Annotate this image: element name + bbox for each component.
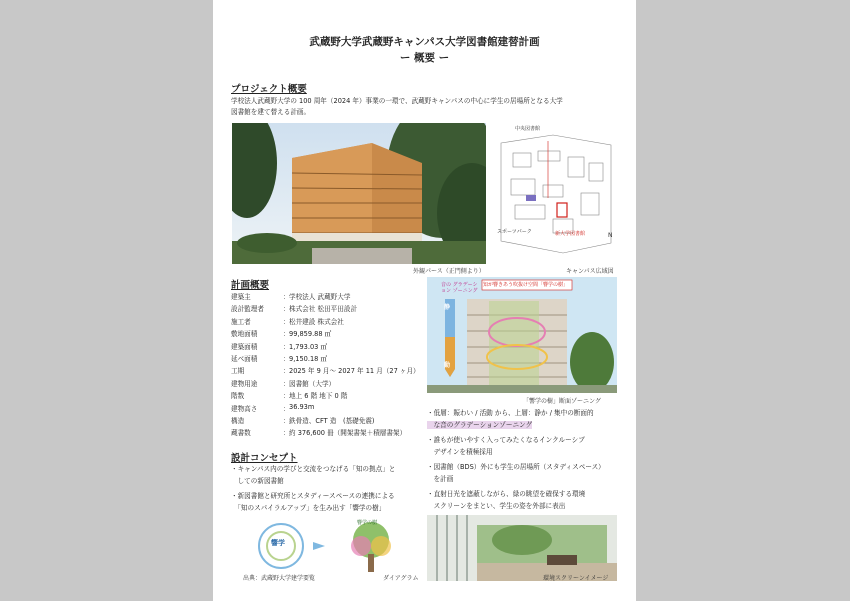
overview-heading: プロジェクト概要 bbox=[231, 84, 307, 95]
concept-bullet-1a bbox=[231, 463, 395, 475]
plan-row-key: 延べ面積 bbox=[231, 355, 258, 363]
plan-row-colon: ： bbox=[283, 404, 290, 413]
section-quiet-label: 静 bbox=[444, 304, 451, 311]
campus-map bbox=[493, 123, 617, 263]
map-label-central-library: 中央図書館 bbox=[515, 126, 541, 132]
diagram-caption: ダイアグラム bbox=[383, 575, 419, 582]
section-zoning-image bbox=[427, 277, 617, 393]
plan-row-key: 建物用途 bbox=[231, 379, 258, 388]
concept-bullet-2a: ・新図書館と研究所とスタディースペースの連携による bbox=[231, 492, 395, 500]
plan-row-colon: ： bbox=[283, 355, 290, 363]
plan-row bbox=[231, 316, 421, 326]
plan-row-value: 約 376,600 冊（開架書架＋積層書架） bbox=[289, 429, 407, 438]
environment-screen-image bbox=[427, 515, 617, 581]
plan-row bbox=[231, 403, 421, 413]
plan-row-key: 工期 bbox=[231, 367, 245, 376]
exterior-perspective-image bbox=[232, 123, 486, 264]
section-caption: 「響学の樹」断面ゾーニング bbox=[523, 398, 601, 405]
plan-row-value: 2025 年 9 月〜 2027 年 11 月（27 ヶ月） bbox=[289, 367, 420, 376]
map-label-sports-park: スポーツパーク bbox=[497, 229, 532, 235]
plan-row-value: 1,793.03 ㎡ bbox=[289, 342, 328, 351]
document-title: 武蔵野大学武蔵野キャンパス大学図書館建替計画 bbox=[309, 36, 540, 48]
plan-row-key: 敷地面積 bbox=[231, 330, 258, 339]
right-bullet-1a: ・低層：賑わい / 活動 から、上層：静か / 集中の断面的 bbox=[427, 409, 594, 417]
section-lively-label: 動 bbox=[444, 362, 451, 369]
campus-map-caption: キャンパス広域図 bbox=[566, 268, 614, 275]
document-subtitle: ー 概要 ー bbox=[399, 52, 450, 64]
plan-row-colon: ： bbox=[283, 392, 290, 401]
screen-caption: 環境スクリーンイメージ bbox=[543, 575, 609, 582]
plan-row-colon: ： bbox=[283, 293, 290, 301]
right-bullet-3a: ・図書館（BDS）外にも学生の居場所（スタディスペース） bbox=[427, 463, 605, 471]
right-bullet-1b-text: な音のグラデーションゾーニング bbox=[427, 421, 533, 429]
source-caption: 出典：武蔵野大学建学要覧 bbox=[243, 575, 316, 582]
concept-diagram bbox=[243, 518, 418, 572]
plan-row-colon: ： bbox=[283, 417, 290, 425]
plan-row-value: 9,150.18 ㎡ bbox=[289, 355, 328, 363]
plan-row-colon: ： bbox=[283, 342, 290, 351]
plan-row-colon: ： bbox=[283, 305, 290, 314]
perspective-caption: 外観パース（正門側より） bbox=[413, 268, 485, 275]
plan-row bbox=[231, 328, 421, 338]
plan-row-value: 地上 6 階 地下 0 階 bbox=[289, 392, 348, 401]
plan-row-key: 建築面積 bbox=[231, 342, 258, 351]
diagram-tree-label: 響学の樹 bbox=[357, 520, 378, 526]
right-bullet-2b: デザインを積極採用 bbox=[427, 448, 493, 456]
section-banner-label: 知が響きあう吹抜け空間「響学の樹」 bbox=[483, 282, 569, 288]
plan-row bbox=[231, 291, 421, 301]
plan-row bbox=[231, 353, 421, 363]
plan-row-value: 図書館（大学） bbox=[289, 379, 336, 388]
right-bullet-4a: ・直射日光を遮蔽しながら、緑の眺望を確保する環境 bbox=[427, 490, 586, 498]
concept-bullet-1b: しての新図書館 bbox=[231, 477, 284, 485]
north-arrow-label: N bbox=[608, 232, 613, 239]
plan-row-key: 構造 bbox=[231, 417, 245, 425]
plan-row-key: 蔵書数 bbox=[231, 429, 251, 438]
map-label-new-library: 新大学図書館 bbox=[555, 231, 586, 237]
plan-row-key: 施工者 bbox=[231, 317, 251, 326]
concept-bullet-1a-text: ・キャンパス内の学びと交流をつなげる「知の拠点」と bbox=[231, 465, 396, 473]
plan-row bbox=[231, 303, 421, 313]
plan-row bbox=[231, 378, 421, 388]
plan-row-value: 株式会社 松田平田設計 bbox=[289, 305, 358, 314]
right-bullet-3b: を計画 bbox=[427, 475, 454, 483]
plan-row bbox=[231, 341, 421, 351]
diagram-kyogaku-label: 響学 bbox=[271, 539, 285, 547]
plan-row-value: 鉄骨造、CFT 造 (基礎免震) bbox=[289, 417, 375, 425]
plan-row-colon: ： bbox=[283, 330, 290, 339]
plan-row-colon: ： bbox=[283, 367, 290, 376]
section-zone-label: 音の グラデーション ゾーニング bbox=[441, 282, 478, 294]
plan-row-key: 建物高さ bbox=[231, 404, 258, 413]
overview-line-1: 学校法人武蔵野大学の 100 周年（2024 年）事業の一環で、武蔵野キャンパスの中心に学生の居場所となる大学 bbox=[231, 97, 563, 105]
plan-row-colon: ： bbox=[283, 429, 290, 438]
plan-row-colon: ： bbox=[283, 317, 290, 326]
plan-row bbox=[231, 427, 421, 437]
concept-bullet-2b: 「知のスパイラルアップ」を生み出す「響学の樹」 bbox=[231, 504, 386, 512]
plan-row-value: 36.93m bbox=[289, 402, 315, 411]
right-bullet-2a: ・誰もが使いやすく入ってみたくなるインクルーシブ bbox=[427, 436, 585, 444]
plan-row-value: 学校法人 武蔵野大学 bbox=[289, 293, 351, 301]
concept-heading: 設計コンセプト bbox=[231, 453, 298, 464]
plan-row-value: 99,859.88 ㎡ bbox=[289, 330, 332, 339]
plan-row bbox=[231, 365, 421, 375]
right-bullet-4b: スクリーンをまとい、学生の姿を外部に表出 bbox=[427, 502, 566, 510]
plan-row-key: 設計監理者 bbox=[231, 305, 264, 314]
plan-row-key: 階数 bbox=[231, 392, 245, 401]
plan-heading: 計画概要 bbox=[231, 280, 270, 291]
document-page bbox=[213, 0, 636, 601]
right-bullet-1b bbox=[427, 419, 532, 431]
overview-line-2: 図書館を建て替える計画。 bbox=[231, 108, 311, 116]
plan-row-colon: ： bbox=[283, 379, 290, 388]
plan-row bbox=[231, 390, 421, 400]
plan-row-value: 松井建設 株式会社 bbox=[289, 317, 344, 326]
plan-row bbox=[231, 415, 421, 425]
plan-row-key: 建築主 bbox=[231, 293, 251, 301]
